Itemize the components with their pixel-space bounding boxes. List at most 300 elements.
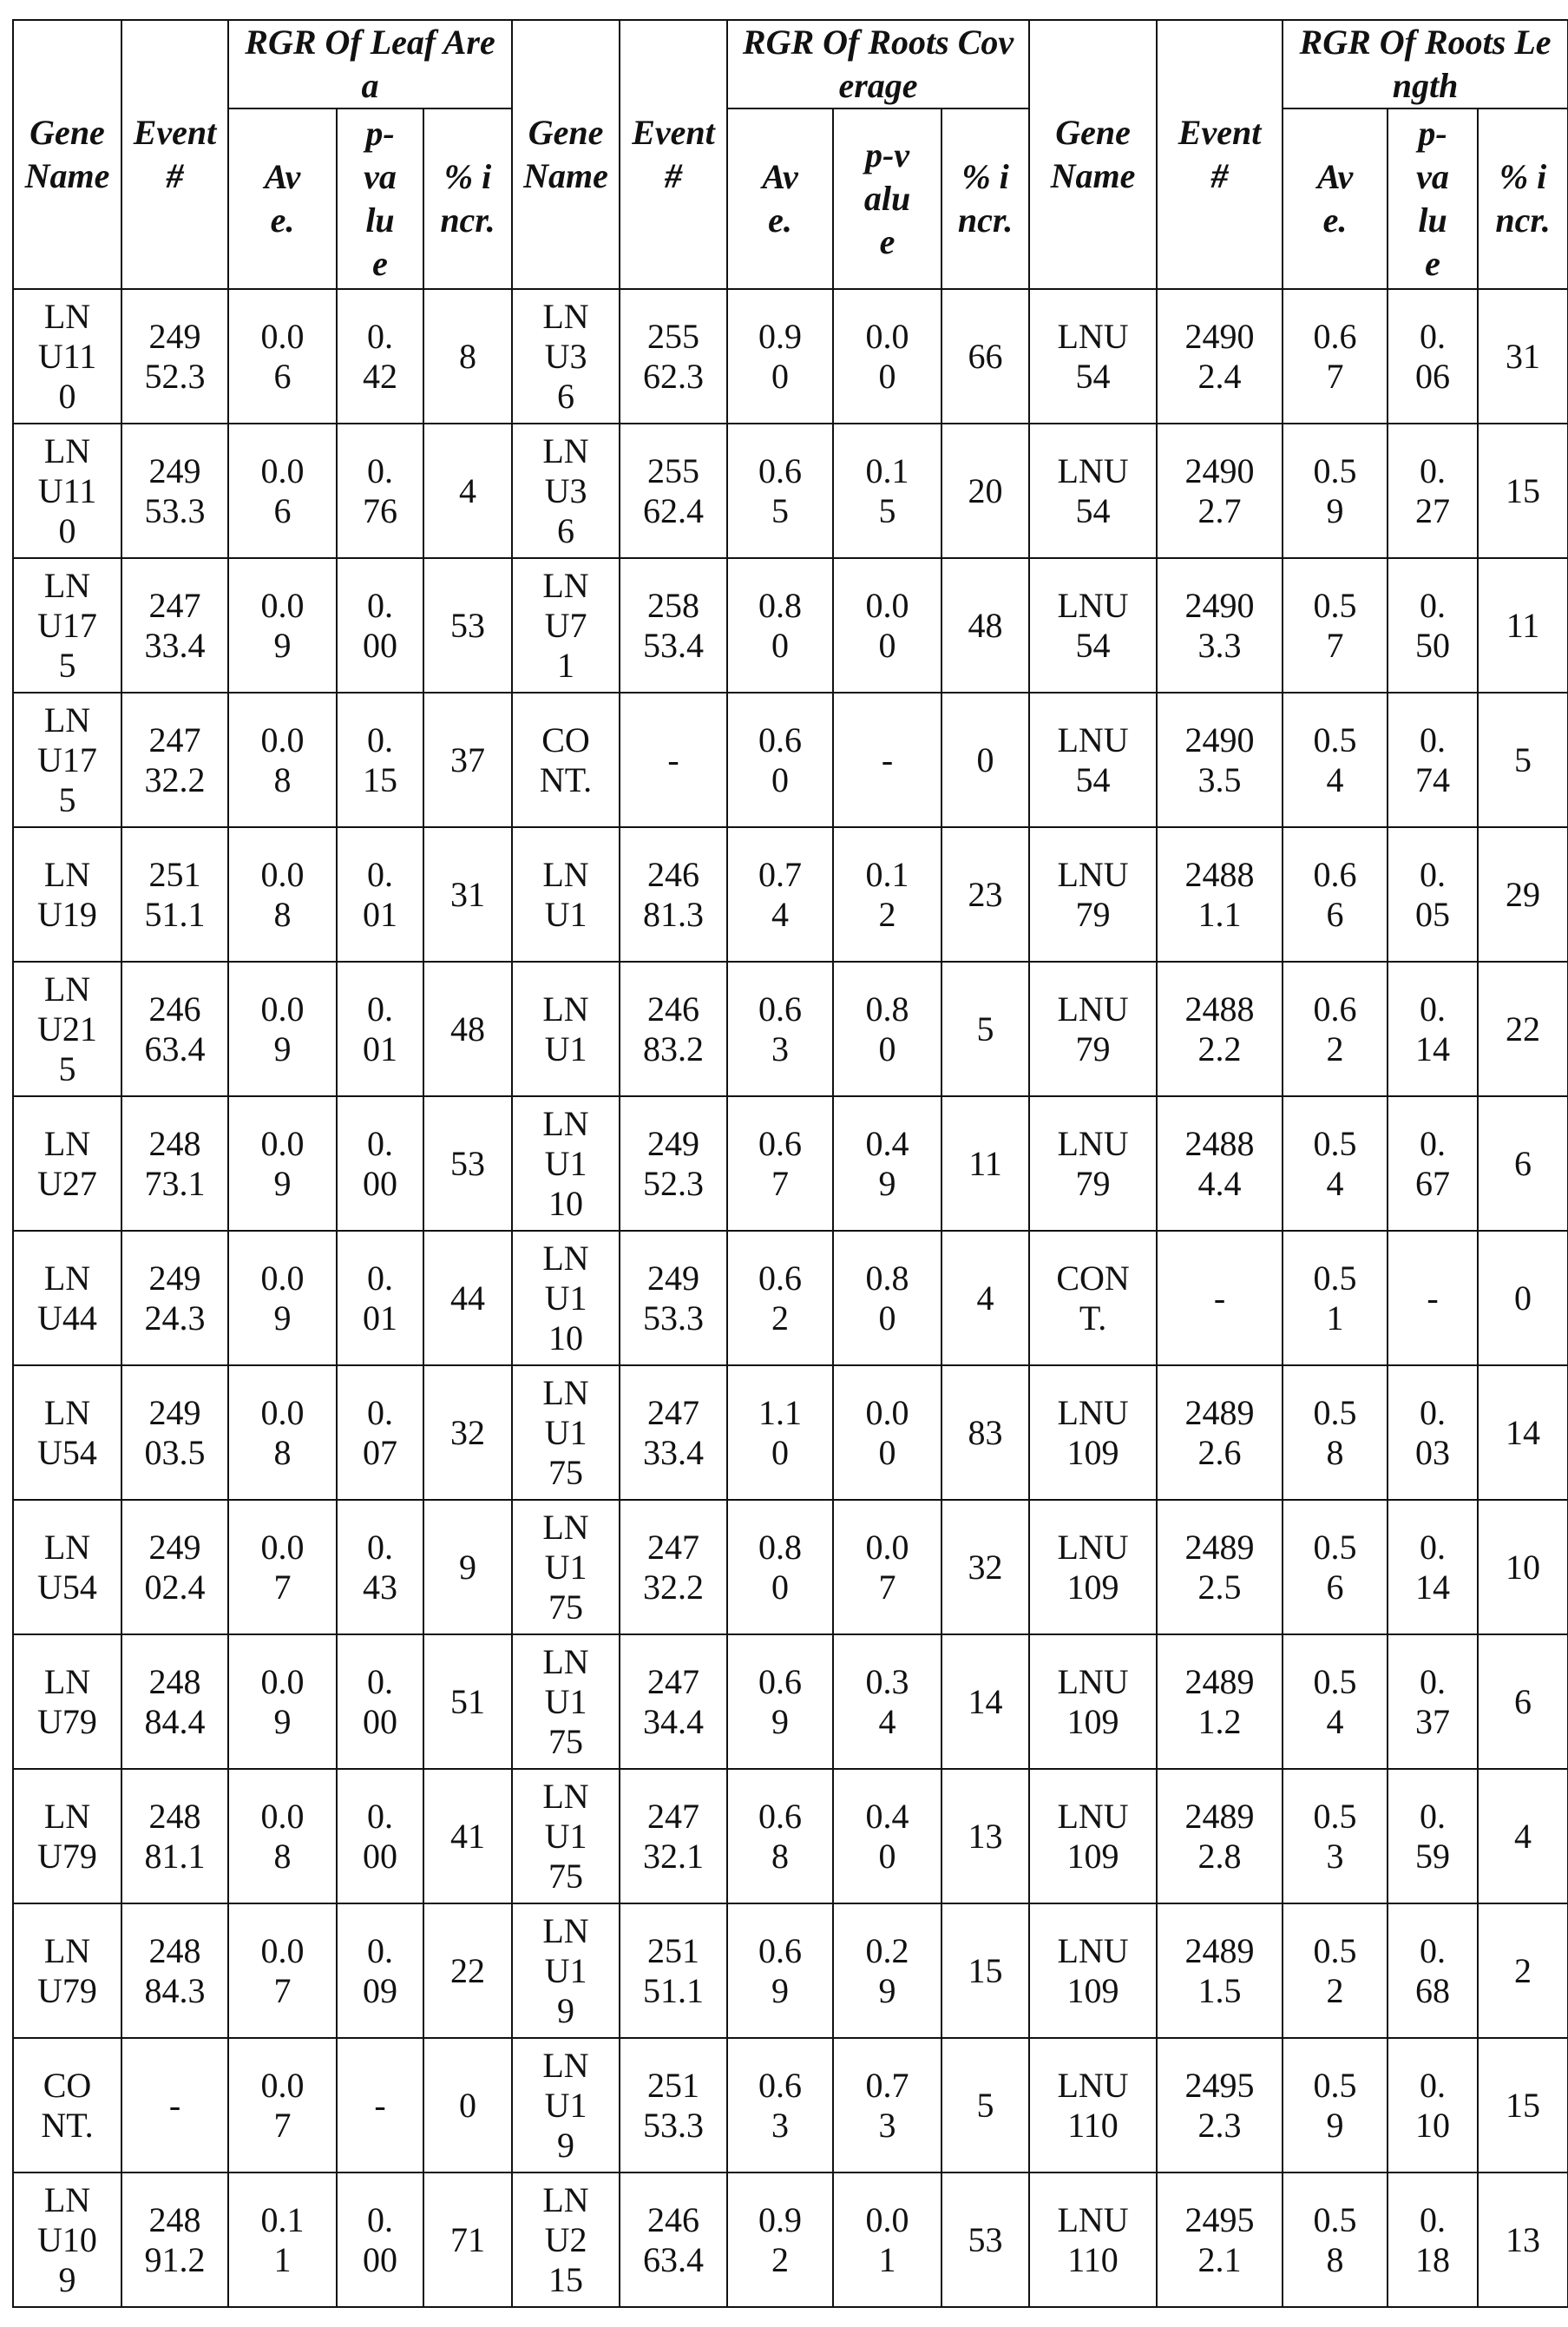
cell-value: LNU54 [1053, 720, 1133, 800]
cell-pct-incr-2 [941, 1231, 1029, 1365]
cell-value: LNU54 [35, 1528, 101, 1607]
cell-value: 31 [437, 875, 498, 915]
cell-value: 53 [437, 606, 498, 646]
cell-gene-name-1 [13, 1769, 121, 1903]
cell-pct-incr-1 [423, 1096, 512, 1231]
cell-value: 0.15 [861, 451, 915, 531]
cell-value: LNU109 [1053, 1931, 1133, 2011]
cell-gene-name-3 [1029, 827, 1157, 962]
cell-event-2 [620, 1096, 727, 1231]
cell-event-1 [121, 693, 228, 827]
cell-event-3 [1157, 2038, 1283, 2173]
cell-value: 25562.4 [640, 451, 706, 531]
cell-event-2 [620, 1769, 727, 1903]
cell-ave-1 [228, 1903, 337, 2038]
cell-pct-incr-3 [1478, 1500, 1568, 1634]
cell-ave-3 [1283, 693, 1388, 827]
cell-value: 0.06 [1413, 317, 1453, 397]
cell-value: 0.62 [753, 1259, 807, 1338]
cell-value: LNU1 [539, 855, 593, 935]
results-table [12, 19, 1568, 2308]
header-ave-2 [727, 108, 833, 289]
cell-value: 0.03 [1413, 1393, 1453, 1473]
header-label: RGR Of Roots Length [1283, 21, 1567, 108]
cell-pct-incr-1 [423, 693, 512, 827]
cell-value: LNU27 [35, 1124, 101, 1204]
cell-ave-1 [228, 1096, 337, 1231]
cell-gene-name-2 [512, 1231, 620, 1365]
cell-value: 24891.2 [142, 2200, 208, 2280]
cell-p-value-3 [1388, 1231, 1478, 1365]
cell-p-value-1 [337, 289, 423, 424]
cell-value: 0.09 [256, 989, 310, 1069]
cell-gene-name-2 [512, 2038, 620, 2173]
cell-gene-name-2 [512, 1634, 620, 1769]
header-label: Ave. [256, 155, 310, 242]
cell-pct-incr-2 [941, 1500, 1029, 1634]
cell-value: LNU110 [35, 431, 101, 551]
cell-pct-incr-2 [941, 1769, 1029, 1903]
cell-value: LNU110 [1053, 2066, 1133, 2146]
cell-ave-3 [1283, 1096, 1388, 1231]
header-label: Event # [620, 111, 726, 198]
cell-p-value-1 [337, 1096, 423, 1231]
cell-event-1 [121, 1634, 228, 1769]
cell-gene-name-3 [1029, 1096, 1157, 1231]
header-label: Event # [1158, 111, 1282, 198]
cell-value: 0.74 [1413, 720, 1453, 800]
cell-ave-2 [727, 962, 833, 1096]
cell-value: 53 [437, 1144, 498, 1184]
cell-ave-3 [1283, 1231, 1388, 1365]
cell-event-2 [620, 1500, 727, 1634]
cell-value: 0.08 [256, 720, 310, 800]
cell-value: 0.40 [861, 1797, 915, 1877]
cell-value: 25853.4 [640, 586, 706, 666]
cell-p-value-3 [1388, 289, 1478, 424]
cell-ave-3 [1283, 827, 1388, 962]
cell-p-value-2 [833, 962, 941, 1096]
cell-value: 0.63 [753, 2066, 807, 2146]
cell-value: 24953.3 [142, 451, 208, 531]
cell-value: LNU71 [539, 566, 593, 686]
cell-pct-incr-2 [941, 1903, 1029, 2038]
cell-p-value-1 [337, 962, 423, 1096]
header-label: Ave. [753, 155, 807, 242]
cell-event-3 [1157, 962, 1283, 1096]
cell-value: 24891.2 [1183, 1662, 1257, 1742]
cell-value: 10 [1493, 1548, 1553, 1587]
cell-event-2 [620, 558, 727, 693]
cell-value: 0.69 [753, 1662, 807, 1742]
cell-value: 0.11 [256, 2200, 310, 2280]
cell-gene-name-2 [512, 1500, 620, 1634]
cell-ave-2 [727, 1634, 833, 1769]
cell-value: 0.80 [861, 989, 915, 1069]
cell-gene-name-2 [512, 1365, 620, 1500]
cell-value: 0.74 [753, 855, 807, 935]
cell-p-value-3 [1388, 962, 1478, 1096]
cell-p-value-2 [833, 693, 941, 827]
cell-p-value-2 [833, 827, 941, 962]
cell-event-2 [620, 2038, 727, 2173]
cell-value: 24902.4 [1183, 317, 1257, 397]
cell-value: 0.00 [360, 586, 400, 666]
cell-value: 24952.1 [1183, 2200, 1257, 2280]
cell-value: 0.12 [861, 855, 915, 935]
cell-value: 0.07 [861, 1528, 915, 1607]
cell-gene-name-1 [13, 289, 121, 424]
cell-value: 0.57 [1309, 586, 1362, 666]
cell-value: 24903.5 [1183, 720, 1257, 800]
cell-value: LNU36 [539, 297, 593, 417]
cell-value: 0.67 [1309, 317, 1362, 397]
header-pct-incr-1 [423, 108, 512, 289]
header-ave-1 [228, 108, 337, 289]
cell-pct-incr-2 [941, 1365, 1029, 1500]
cell-gene-name-1 [13, 1365, 121, 1500]
table-row [13, 2038, 1568, 2173]
cell-value: 48 [955, 606, 1016, 646]
cell-value: 71 [437, 2220, 498, 2260]
cell-value: 0.59 [1309, 451, 1362, 531]
cell-pct-incr-2 [941, 1634, 1029, 1769]
header-event-3 [1157, 20, 1283, 289]
cell-event-3 [1157, 1903, 1283, 2038]
cell-pct-incr-3 [1478, 2173, 1568, 2307]
table-row [13, 1903, 1568, 2038]
cell-ave-3 [1283, 558, 1388, 693]
cell-event-3 [1157, 1634, 1283, 1769]
cell-value: LNU109 [1053, 1797, 1133, 1877]
cell-pct-incr-3 [1478, 1365, 1568, 1500]
cell-value: 0.01 [861, 2200, 915, 2280]
cell-gene-name-2 [512, 962, 620, 1096]
cell-value: 0.65 [753, 451, 807, 531]
cell-value: 0.05 [1413, 855, 1453, 935]
header-pct-incr-2 [941, 108, 1029, 289]
cell-value: LNU109 [1053, 1662, 1133, 1742]
cell-value: 0.49 [861, 1124, 915, 1204]
cell-value: 24902.7 [1183, 451, 1257, 531]
cell-value: 0.27 [1413, 451, 1453, 531]
cell-value: LNU175 [539, 1508, 593, 1627]
cell-value: 24953.3 [640, 1259, 706, 1338]
cell-value: 48 [437, 1009, 498, 1049]
cell-value: 1.10 [753, 1393, 807, 1473]
cell-p-value-1 [337, 693, 423, 827]
cell-value: 25151.1 [142, 855, 208, 935]
cell-p-value-1 [337, 827, 423, 962]
cell-value: 0.08 [256, 1797, 310, 1877]
cell-value: 24884.3 [142, 1931, 208, 2011]
cell-p-value-1 [337, 2038, 423, 2173]
cell-gene-name-1 [13, 962, 121, 1096]
cell-value: LNU109 [35, 2180, 101, 2300]
cell-event-3 [1157, 1365, 1283, 1500]
cell-pct-incr-3 [1478, 1634, 1568, 1769]
cell-event-2 [620, 693, 727, 827]
cell-event-1 [121, 827, 228, 962]
cell-value: 0.67 [1413, 1124, 1453, 1204]
cell-pct-incr-3 [1478, 1231, 1568, 1365]
table-row [13, 1096, 1568, 1231]
cell-pct-incr-3 [1478, 558, 1568, 693]
cell-value: 24734.4 [640, 1662, 706, 1742]
cell-p-value-3 [1388, 1903, 1478, 2038]
cell-value: 0.29 [861, 1931, 915, 2011]
cell-gene-name-1 [13, 1096, 121, 1231]
cell-p-value-3 [1388, 827, 1478, 962]
cell-value: LNU109 [1053, 1528, 1133, 1607]
cell-pct-incr-3 [1478, 827, 1568, 962]
cell-event-1 [121, 558, 228, 693]
cell-gene-name-2 [512, 2173, 620, 2307]
cell-pct-incr-3 [1478, 962, 1568, 1096]
cell-value: - [861, 740, 915, 780]
cell-value: 24663.4 [142, 989, 208, 1069]
table-row [13, 827, 1568, 962]
cell-value: 20 [955, 471, 1016, 511]
cell-pct-incr-1 [423, 289, 512, 424]
cell-p-value-2 [833, 1500, 941, 1634]
cell-gene-name-2 [512, 827, 620, 962]
cell-pct-incr-2 [941, 2173, 1029, 2307]
cell-value: LNU79 [1053, 855, 1133, 935]
cell-value: 0.00 [360, 1797, 400, 1877]
cell-value: 0 [955, 740, 1016, 780]
cell-value: LNU175 [539, 1373, 593, 1493]
cell-pct-incr-1 [423, 2173, 512, 2307]
cell-value: - [360, 2086, 400, 2126]
cell-value: LNU54 [1053, 586, 1133, 666]
header-label: Event # [122, 111, 227, 198]
cell-value: 0.66 [1309, 855, 1362, 935]
cell-value: 23 [955, 875, 1016, 915]
cell-ave-2 [727, 1769, 833, 1903]
cell-value: 0.07 [256, 1931, 310, 2011]
cell-value: 24952.3 [640, 1124, 706, 1204]
cell-value: 0.53 [1309, 1797, 1362, 1877]
cell-ave-1 [228, 424, 337, 558]
cell-pct-incr-3 [1478, 2038, 1568, 2173]
cell-value: 83 [955, 1413, 1016, 1453]
cell-value: 24891.5 [1183, 1931, 1257, 2011]
cell-gene-name-3 [1029, 1903, 1157, 2038]
header-ave-3 [1283, 108, 1388, 289]
cell-pct-incr-1 [423, 962, 512, 1096]
cell-ave-3 [1283, 962, 1388, 1096]
cell-gene-name-3 [1029, 1634, 1157, 1769]
cell-value: 0.01 [360, 1259, 400, 1338]
cell-value: 31 [1493, 337, 1553, 377]
cell-gene-name-3 [1029, 1231, 1157, 1365]
cell-value: LNU175 [539, 1642, 593, 1762]
cell-gene-name-1 [13, 693, 121, 827]
cell-value: 13 [1493, 2220, 1553, 2260]
cell-value: LNU110 [35, 297, 101, 417]
cell-value: 0.09 [256, 1124, 310, 1204]
cell-pct-incr-1 [423, 1231, 512, 1365]
cell-pct-incr-2 [941, 2038, 1029, 2173]
cell-value: LNU19 [539, 1911, 593, 2031]
cell-ave-2 [727, 424, 833, 558]
cell-gene-name-2 [512, 693, 620, 827]
cell-value: 32 [437, 1413, 498, 1453]
cell-p-value-3 [1388, 1365, 1478, 1500]
cell-p-value-2 [833, 1365, 941, 1500]
cell-value: 24881.1 [142, 1797, 208, 1877]
cell-value: 0.09 [256, 1259, 310, 1338]
cell-pct-incr-1 [423, 424, 512, 558]
cell-gene-name-1 [13, 827, 121, 962]
cell-ave-2 [727, 1231, 833, 1365]
cell-value: 24952.3 [1183, 2066, 1257, 2146]
cell-value: 0.09 [360, 1931, 400, 2011]
cell-value: 0.80 [753, 1528, 807, 1607]
cell-ave-1 [228, 1231, 337, 1365]
cell-p-value-3 [1388, 1096, 1478, 1231]
cell-value: 9 [437, 1548, 498, 1587]
cell-p-value-2 [833, 1096, 941, 1231]
cell-value: 37 [437, 740, 498, 780]
cell-event-2 [620, 962, 727, 1096]
cell-value: 0.15 [360, 720, 400, 800]
cell-value: 0.00 [861, 317, 915, 397]
cell-value: 0.56 [1309, 1528, 1362, 1607]
cell-value: 25151.1 [640, 1931, 706, 2011]
cell-p-value-3 [1388, 558, 1478, 693]
header-event-1 [121, 20, 228, 289]
cell-value: 24882.2 [1183, 989, 1257, 1069]
cell-p-value-1 [337, 1500, 423, 1634]
cell-value: 0.54 [1309, 720, 1362, 800]
cell-gene-name-1 [13, 2173, 121, 2307]
cell-value: 0.00 [360, 1124, 400, 1204]
cell-value: 24952.3 [142, 317, 208, 397]
cell-value: 0.62 [1309, 989, 1362, 1069]
cell-gene-name-3 [1029, 2173, 1157, 2307]
header-gene-name-3 [1029, 20, 1157, 289]
cell-value: 0.60 [753, 720, 807, 800]
cell-gene-name-3 [1029, 1500, 1157, 1634]
cell-value: CONT. [1053, 1259, 1133, 1338]
cell-gene-name-3 [1029, 1365, 1157, 1500]
cell-value: 22 [1493, 1009, 1553, 1049]
header-group-leaf-area [228, 20, 512, 108]
cell-p-value-3 [1388, 693, 1478, 827]
cell-pct-incr-2 [941, 1096, 1029, 1231]
cell-p-value-2 [833, 2038, 941, 2173]
cell-value: LNU215 [35, 970, 101, 1089]
cell-event-3 [1157, 289, 1283, 424]
cell-gene-name-3 [1029, 1769, 1157, 1903]
cell-gene-name-3 [1029, 289, 1157, 424]
table-header [13, 20, 1568, 289]
cell-event-3 [1157, 1231, 1283, 1365]
cell-pct-incr-1 [423, 2038, 512, 2173]
cell-event-1 [121, 2038, 228, 2173]
cell-value: 0.76 [360, 451, 400, 531]
cell-value: 5 [1493, 740, 1553, 780]
cell-value: 14 [955, 1682, 1016, 1722]
cell-p-value-2 [833, 2173, 941, 2307]
cell-event-3 [1157, 424, 1283, 558]
cell-ave-1 [228, 1500, 337, 1634]
cell-pct-incr-1 [423, 1769, 512, 1903]
cell-gene-name-3 [1029, 962, 1157, 1096]
cell-value: 0.10 [1413, 2066, 1453, 2146]
cell-value: 0.07 [360, 1393, 400, 1473]
cell-value: 0.58 [1309, 2200, 1362, 2280]
cell-value: 0.92 [753, 2200, 807, 2280]
cell-gene-name-3 [1029, 2038, 1157, 2173]
cell-event-3 [1157, 1769, 1283, 1903]
cell-pct-incr-3 [1478, 289, 1568, 424]
cell-event-1 [121, 2173, 228, 2307]
cell-ave-1 [228, 2038, 337, 2173]
header-label: Gene Name [14, 111, 121, 198]
cell-event-2 [620, 1634, 727, 1769]
cell-ave-1 [228, 962, 337, 1096]
cell-value: 24733.4 [142, 586, 208, 666]
cell-p-value-1 [337, 424, 423, 558]
cell-event-3 [1157, 2173, 1283, 2307]
cell-value: 0.06 [256, 451, 310, 531]
cell-ave-3 [1283, 289, 1388, 424]
cell-value: 0.00 [360, 1662, 400, 1742]
cell-p-value-1 [337, 1231, 423, 1365]
cell-value: LNU19 [539, 2046, 593, 2166]
cell-value: 0.68 [1413, 1931, 1453, 2011]
header-p-value-2 [833, 108, 941, 289]
table-row [13, 2173, 1568, 2307]
table-body [13, 289, 1568, 2307]
cell-gene-name-1 [13, 1903, 121, 2038]
cell-pct-incr-2 [941, 289, 1029, 424]
cell-value: 0.09 [256, 586, 310, 666]
cell-value: 11 [1493, 606, 1553, 646]
cell-pct-incr-3 [1478, 693, 1568, 827]
cell-value: 0.69 [753, 1931, 807, 2011]
cell-gene-name-2 [512, 1096, 620, 1231]
cell-value: LNU79 [1053, 989, 1133, 1069]
cell-value: 0.08 [256, 855, 310, 935]
cell-pct-incr-3 [1478, 1903, 1568, 2038]
cell-value: 0.00 [861, 586, 915, 666]
cell-ave-2 [727, 1096, 833, 1231]
cell-pct-incr-3 [1478, 1096, 1568, 1231]
cell-event-1 [121, 1365, 228, 1500]
cell-value: 0.01 [360, 855, 400, 935]
cell-gene-name-1 [13, 424, 121, 558]
cell-event-3 [1157, 1500, 1283, 1634]
cell-p-value-3 [1388, 2173, 1478, 2307]
cell-ave-2 [727, 2173, 833, 2307]
cell-value: LNU79 [35, 1797, 101, 1877]
header-group-roots-length [1283, 20, 1568, 108]
cell-event-1 [121, 962, 228, 1096]
header-label: % incr. [1493, 155, 1553, 242]
cell-value: 0.34 [861, 1662, 915, 1742]
cell-value: CONT. [35, 2066, 101, 2146]
cell-value: LNU79 [1053, 1124, 1133, 1204]
cell-event-1 [121, 1231, 228, 1365]
header-gene-name-1 [13, 20, 121, 289]
cell-value: 24873.1 [142, 1124, 208, 1204]
table-row [13, 289, 1568, 424]
cell-pct-incr-2 [941, 424, 1029, 558]
